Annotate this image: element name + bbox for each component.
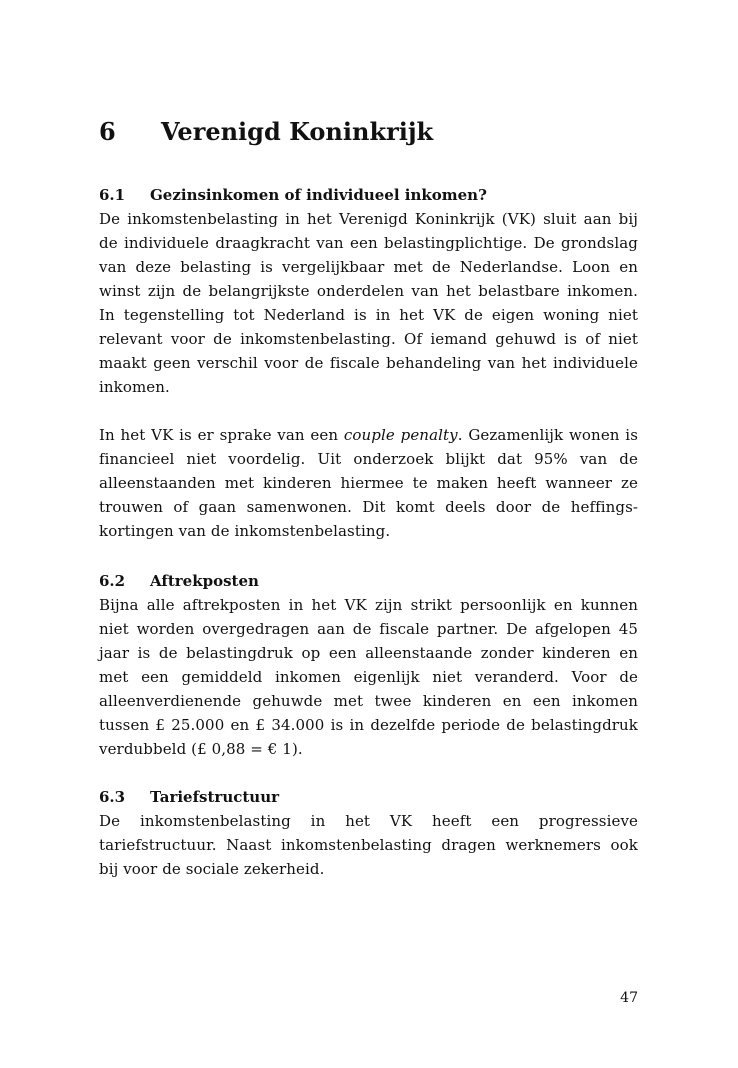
section-heading <box>99 785 638 809</box>
section-heading <box>99 569 638 593</box>
paragraph: Bijna alle aftrekposten in het VK zijn strikt persoonlijk en kunnen niet worden overgedragen aan de fiscale partner. De afgelopen 45 jaar is de belastingdruk op een alleenstaande zonder kinderen en met een gemiddeld inkomen eigenlijk niet veranderd. Voor de alleenverdienende gehuwde met twee kinderen en een inkomen tussen £ 25.000 en £ 34.000 is in dezelfde periode de belastingdruk verdubbeld (£ 0,88 = € 1). <box>99 596 638 758</box>
section-number: 6.3 <box>99 788 126 806</box>
chapter-title: Verenigd Koninkrijk <box>161 117 434 146</box>
section-number: 6.2 <box>99 572 126 590</box>
emphasized-term: couple penalty <box>343 426 458 444</box>
paragraph: De inkomstenbelasting in het Verenigd Koninkrijk (VK) sluit aan bij de individuele draagkracht van een belastingplichtige. De grondslag van deze belasting is vergelijkbaar met de Nederlandse. Loon en winst zijn de belangrijkste onderdelen van het belastbare inkomen. In tegenstelling tot Nederland is in het VK de eigen woning niet relevant voor de inkomstenbelasting. Of iemand gehuwd is of niet maakt geen verschil voor de fiscale behandeling van het individuele inkomen. <box>99 210 638 396</box>
section-heading <box>99 183 638 207</box>
section-title: Aftrekposten <box>150 572 259 590</box>
page-number: 47 <box>620 990 638 1006</box>
section-number: 6.1 <box>99 186 126 204</box>
section-title: Gezinsinkomen of individueel inkomen? <box>150 186 487 204</box>
paragraph-text: In het VK is er sprake van een <box>99 426 344 444</box>
section-6-1 <box>99 183 638 543</box>
chapter-number: 6 <box>99 117 116 146</box>
section-6-3 <box>99 785 638 881</box>
paragraph-couple-penalty <box>99 423 638 543</box>
paragraph: De inkomstenbelasting in het VK heeft een progressieve tariefstructuur. Naast inkomstenbelasting dragen werknemers ook bij voor de sociale zekerheid. <box>99 812 638 878</box>
section-6-2 <box>99 569 638 761</box>
section-title: Tariefstructuur <box>150 788 280 806</box>
chapter-heading <box>99 112 433 152</box>
paragraph-text: . Gezamenlijk wonen is financieel niet voordelig. Uit onderzoek blijkt dat 95% van de alleenstaanden met kinderen hiermee te maken heeft wanneer ze trouwen of gaan samenwonen. Dit komt deels door de heffingskortingen van de inkomstenbelasting. <box>99 426 639 540</box>
